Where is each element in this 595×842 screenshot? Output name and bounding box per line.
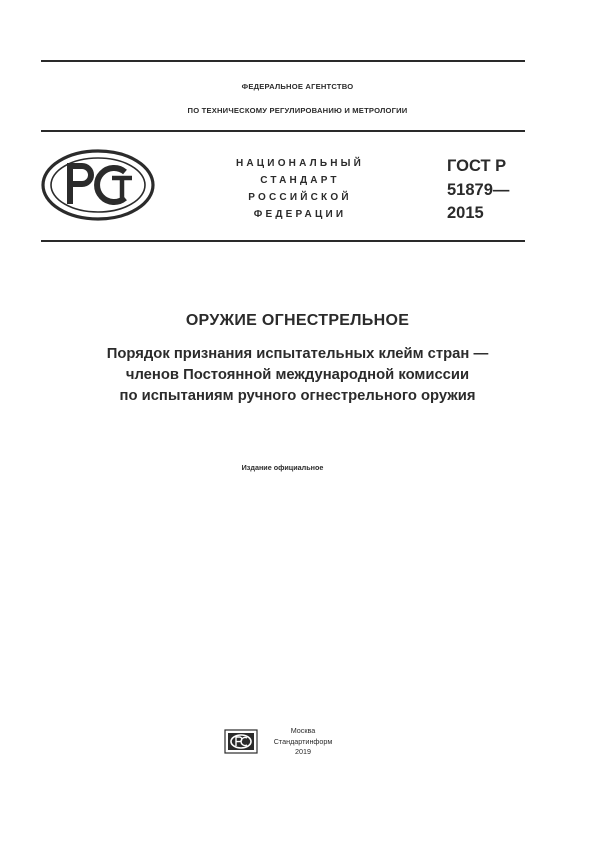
agency-name-line-2: ПО ТЕХНИЧЕСКОМУ РЕГУЛИРОВАНИЮ И МЕТРОЛОГИИ: [187, 106, 408, 115]
designation-line-3: 2015: [447, 204, 484, 222]
publisher-name: Стандартинформ: [273, 736, 333, 746]
designation-line-1: ГОСТ Р: [447, 157, 507, 175]
subtitle-line-3: по испытаниям ручного огнестрельного оружия: [119, 388, 476, 404]
header-rule: [41, 130, 525, 132]
publisher-city: Москва: [290, 726, 316, 735]
standard-type-line-2: СТАНДАРТ: [260, 175, 340, 186]
standard-type-line-1: НАЦИОНАЛЬНЫЙ: [235, 158, 365, 169]
standard-type-line-3: РОССИЙСКОЙ: [248, 192, 352, 203]
standard-type-block: [205, 155, 395, 223]
document-subtitle: [0, 344, 595, 407]
document-title: ОРУЖИЕ ОГНЕСТРЕЛЬНОЕ: [185, 312, 410, 329]
publisher-info: [268, 726, 338, 758]
rst-certification-mark-icon: [40, 148, 156, 222]
subtitle-line-1: Порядок признания испытательных клейм стран —: [106, 346, 489, 362]
subtitle-line-2: членов Постоянной международной комиссии: [125, 367, 470, 383]
publication-year: 2019: [295, 747, 311, 756]
top-rule: [41, 60, 525, 62]
publisher-logo-icon: [224, 727, 258, 755]
designation-rule: [41, 240, 525, 242]
designation-line-2: 51879—: [447, 180, 510, 199]
agency-name-line-1: ФЕДЕРАЛЬНОЕ АГЕНТСТВО: [241, 82, 354, 91]
edition-note: Издание официальное: [241, 463, 324, 472]
standard-type-line-4: ФЕДЕРАЦИИ: [253, 209, 347, 220]
standard-designation: [447, 155, 509, 226]
